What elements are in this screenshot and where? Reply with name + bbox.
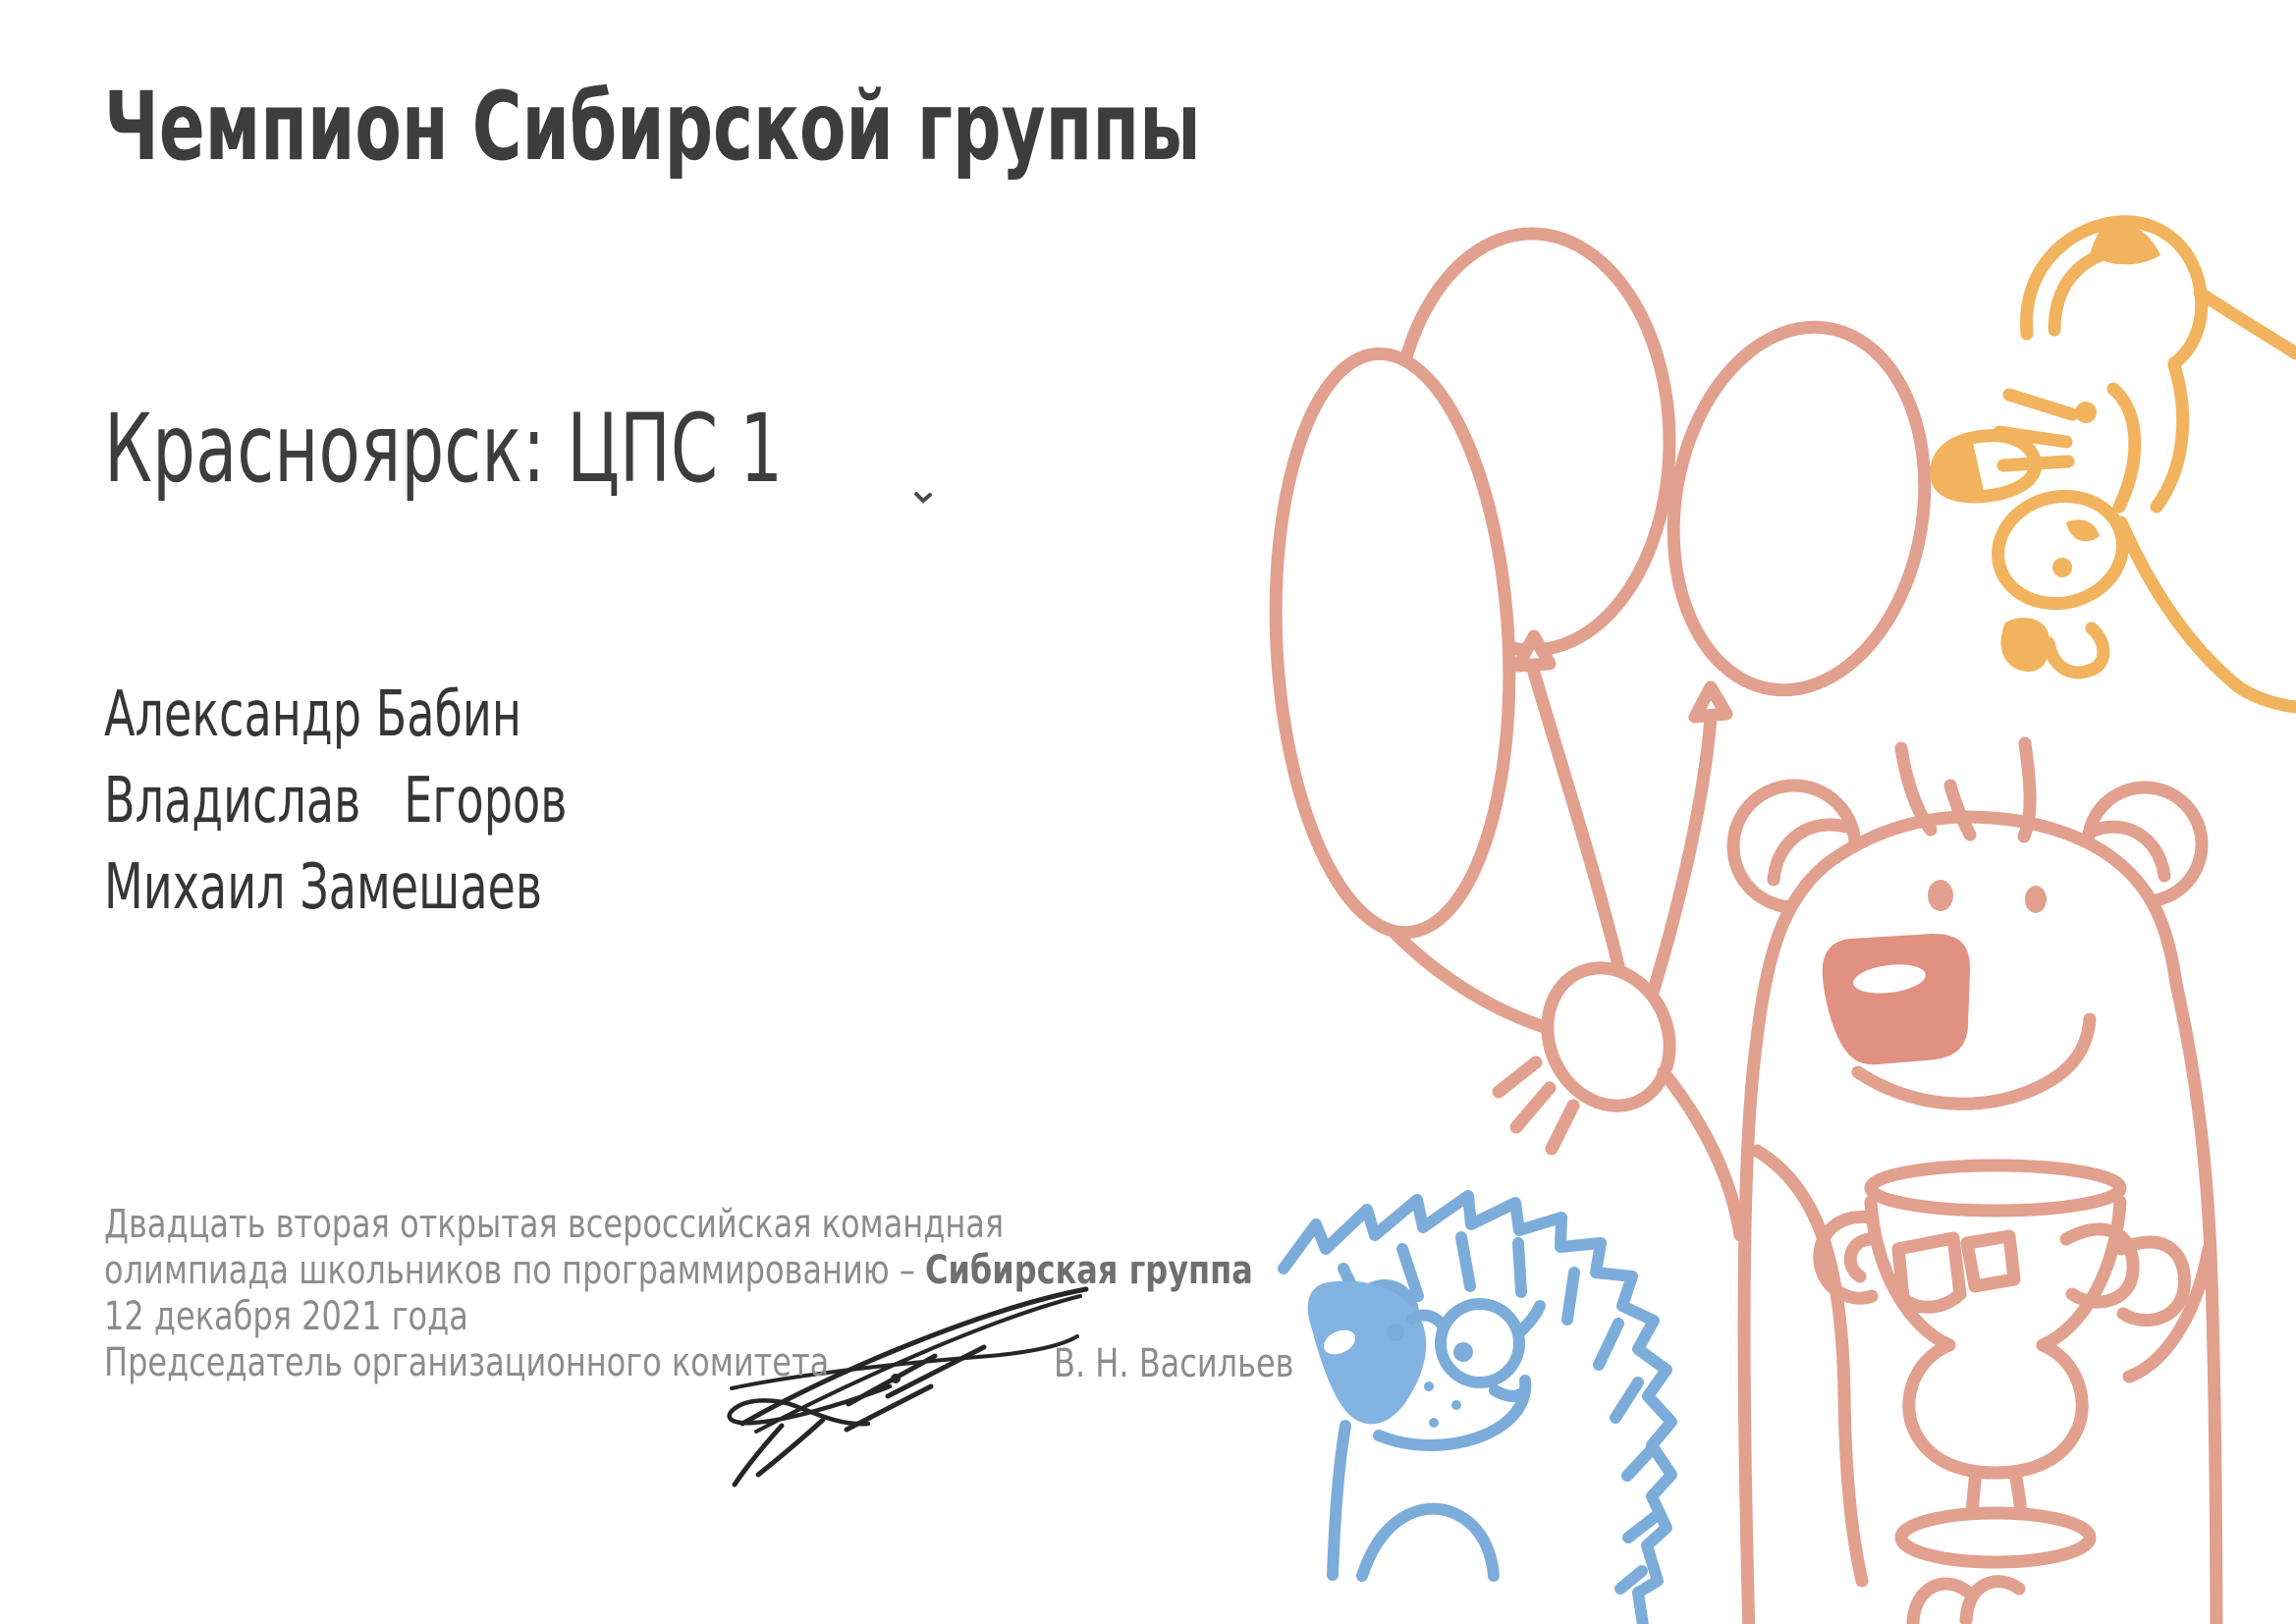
event-group-name: Сибирская группа (925, 1248, 1253, 1293)
event-date: 12 декабря 2021 года (104, 1294, 468, 1339)
event-line-1: Двадцать вторая открытая всероссийская командная (104, 1202, 1005, 1247)
member-name: Александр Бабин (104, 678, 521, 751)
team-members-list (104, 672, 567, 931)
chairman-name: В. Н. Васильев (1054, 1341, 1294, 1386)
event-line-2 (104, 1248, 1253, 1294)
chairman-label: Председатель организационного комитета (104, 1340, 830, 1385)
scan-speck (916, 494, 930, 501)
certificate-title: Чемпион Сибирской группы (104, 72, 1201, 182)
member-name: Владислав Егоров (104, 765, 568, 838)
team-name: Красноярск: ЦПС 1 (104, 394, 784, 504)
event-line-2-regular: олимпиада школьников по программированию – (104, 1248, 926, 1293)
giraffe-icon (1937, 218, 2296, 707)
bear-with-trophy-icon (1499, 743, 2216, 1624)
member-name: Михаил Замешаев (104, 851, 543, 924)
hedgehog-icon (1284, 1196, 1671, 1624)
